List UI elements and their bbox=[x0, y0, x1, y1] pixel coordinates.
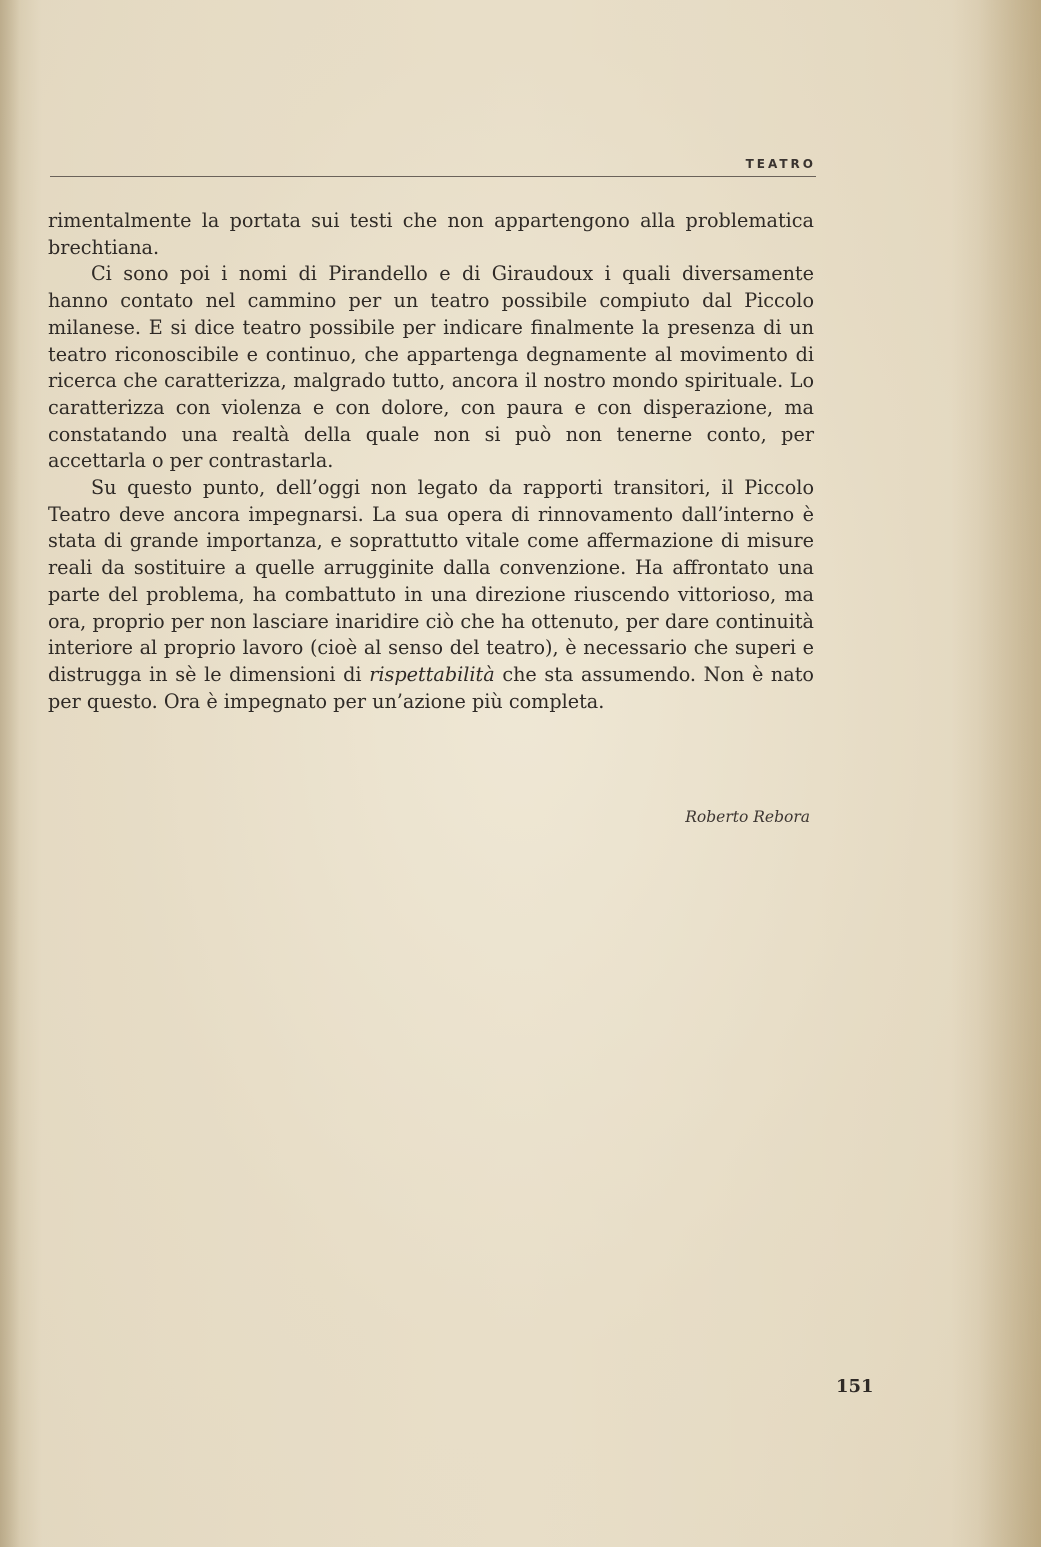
paragraph-text-after: che sta assumendo. Non è nato per questo. Ora è impegnato per un’azione più completa. bbox=[48, 662, 814, 713]
page-edge-right-shadow bbox=[951, 0, 1041, 1547]
paragraph-text-before: Su questo punto, dell’oggi non legato da rapporti transitori, il Piccolo Teatro deve ancora impegnarsi. La sua opera di rinnovamento dall’interno è stata di grande importanza, e soprattutto vitale come affermazione di misure reali da sostituire a quelle arrugginite dalla convenzione. Ha affrontato una parte del problema, ha combattuto in una direzione riuscendo vittorioso, ma ora, proprio per non lasciare inaridire ciò che ha ottenuto, per dare continuità interiore al proprio lavoro (cioè al senso del teatro), è necessario che superi e distrugga in sè le dimensioni di bbox=[48, 476, 814, 686]
author-signature: Roberto Rebora bbox=[685, 808, 810, 826]
paragraph-piccolo-teatro bbox=[48, 475, 814, 715]
running-head bbox=[50, 157, 816, 181]
paragraph-pirandello-giraudoux: Ci sono poi i nomi di Pirandello e di Giraudoux i quali diversamente hanno contato nel cammino per un teatro possibile compiuto dal Piccolo milanese. E si dice teatro possibile per indicare finalmente la presenza di un teatro riconoscibile e continuo, che appartenga degnamente al movimento di ricerca che caratterizza, malgrado tutto, ancora il nostro mondo spirituale. Lo caratterizza con violenza e con dolore, con paura e con disperazione, ma constatando una realtà della quale non si può non tenerne conto, per accettarla o per contrastarla. bbox=[48, 262, 814, 473]
article-body bbox=[48, 208, 814, 715]
emphasized-word: rispettabilità bbox=[369, 662, 495, 686]
paragraph-continuation: rimentalmente la portata sui testi che non appartengono alla problematica brechtiana. bbox=[48, 209, 814, 259]
page-edge-left-shadow bbox=[0, 0, 20, 1547]
header-rule bbox=[50, 176, 816, 177]
page-number: 151 bbox=[836, 1376, 874, 1397]
running-head-label: TEATRO bbox=[745, 157, 816, 171]
